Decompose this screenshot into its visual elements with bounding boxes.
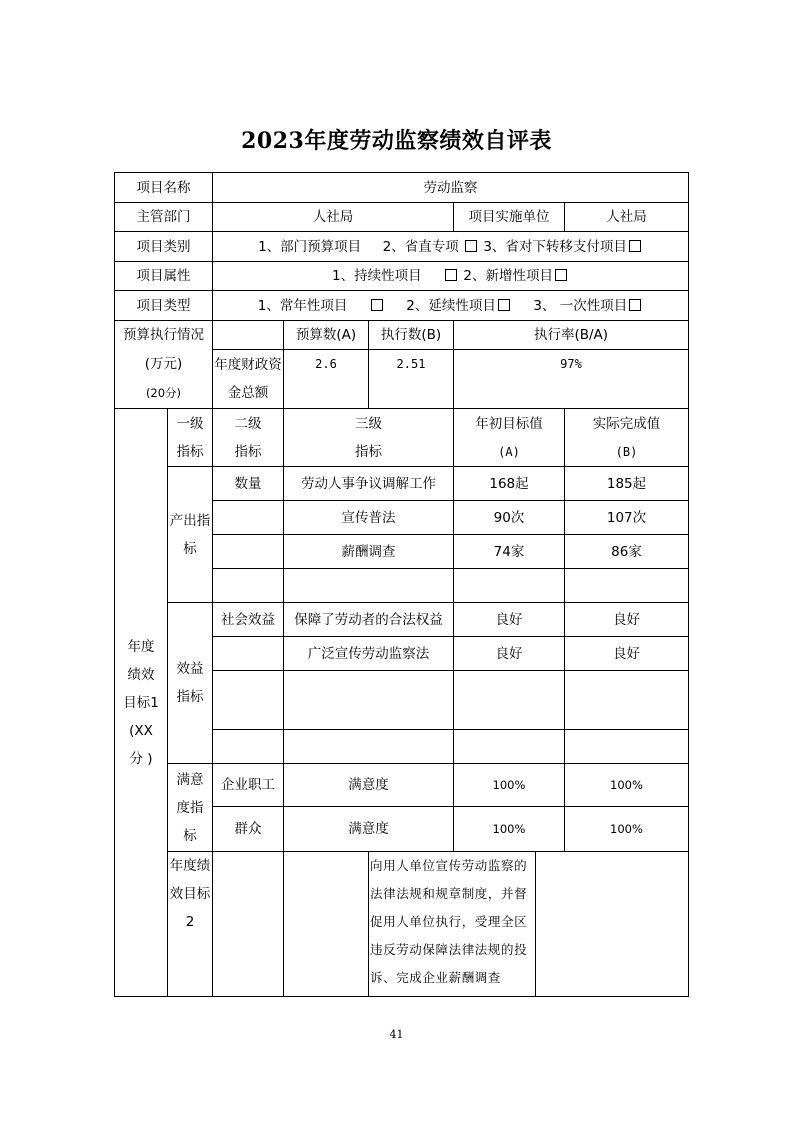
output-label-line: 标 — [183, 540, 197, 557]
checkbox-icon — [629, 299, 641, 311]
category-option-2: 2、省直专项 — [382, 238, 459, 255]
cell-actual: 107次 — [565, 501, 689, 535]
table-row — [115, 467, 689, 501]
budget-label-line: (20分) — [145, 386, 182, 400]
goal2-text-line: 促用人单位执行，受理全区 — [370, 914, 528, 929]
table-row — [115, 764, 689, 807]
row-goal-2 — [115, 852, 689, 997]
goal1-line: 年度 — [127, 638, 155, 655]
blank-cell — [454, 730, 565, 764]
checkbox-icon — [498, 299, 510, 311]
value-attribute — [213, 262, 689, 291]
header-target — [454, 409, 565, 467]
attribute-option-2: 2、新增性项目 — [463, 268, 553, 284]
label-project-name: 项目名称 — [115, 173, 213, 203]
category-option-3: 3、省对下转移支付项目 — [483, 238, 627, 255]
cell-level3: 广泛宣传劳动监察法 — [284, 637, 454, 671]
goal1-line: 绩效 — [127, 666, 155, 683]
cell-level2: 群众 — [213, 807, 284, 852]
blank-cell — [213, 730, 284, 764]
blank-cell — [565, 671, 689, 730]
cell-target: 良好 — [454, 637, 565, 671]
checkbox-icon — [555, 269, 567, 281]
header-level2 — [213, 409, 284, 467]
fiscal-label-line: 年度财政资 — [214, 357, 282, 374]
header-level1 — [168, 409, 213, 467]
cell-level3: 薪酬调查 — [284, 535, 454, 569]
goal2-text-line: 向用人单位宣传劳动监察的 — [370, 858, 528, 873]
row-budget-header — [115, 321, 689, 350]
header-exec-amount: 执行数(B) — [369, 321, 454, 350]
page-number: 41 — [389, 1028, 404, 1041]
label-satisfaction-indicator — [168, 764, 213, 852]
label-fiscal-total — [213, 350, 284, 409]
blank-cell — [284, 569, 454, 603]
type-option-2: 2、延续性项目 — [406, 297, 496, 314]
cell-actual: 100% — [565, 764, 689, 807]
blank-cell — [454, 569, 565, 603]
label-output-indicator — [168, 467, 213, 603]
value-budget: 2.6 — [284, 350, 369, 409]
checkbox-icon — [629, 240, 641, 252]
label-goal-1 — [115, 409, 168, 997]
blank-cell — [454, 671, 565, 730]
goal2-line: 年度绩 — [169, 858, 211, 874]
label-dept: 主管部门 — [115, 203, 213, 232]
blank-cell — [565, 569, 689, 603]
value-type — [213, 291, 689, 321]
value-rate: 97% — [454, 350, 689, 409]
goal2-line: 效目标2 — [169, 886, 211, 930]
performance-evaluation-table — [114, 172, 689, 997]
label-goal-2 — [168, 852, 213, 997]
cell-target: 100% — [454, 807, 565, 852]
cell-actual: 86家 — [565, 535, 689, 569]
benefit-label-line: 效益 — [176, 661, 204, 677]
blank-cell — [213, 671, 284, 730]
goal2-text-line: 法律法规和规章制度，并督 — [370, 886, 528, 901]
output-label-line: 产出指 — [169, 512, 211, 529]
cell-target: 74家 — [454, 535, 565, 569]
label-type: 项目类型 — [115, 291, 213, 321]
row-indicator-header — [115, 409, 689, 467]
label-impl-unit: 项目实施单位 — [454, 203, 565, 232]
header-level2-line: 指标 — [234, 443, 262, 460]
cell-target: 90次 — [454, 501, 565, 535]
blank-cell — [284, 671, 454, 730]
header-level1-line: 一级 — [176, 415, 204, 432]
goal1-line: 分 ) — [129, 750, 153, 767]
cell-actual: 100% — [565, 807, 689, 852]
blank-cell — [213, 852, 284, 997]
row-attribute — [115, 262, 689, 291]
satisfaction-label-line: 度指 — [176, 799, 204, 816]
value-dept: 人社局 — [213, 203, 454, 232]
cell-actual: 良好 — [565, 603, 689, 637]
blank-cell — [536, 852, 689, 997]
cell-level2: 企业职工 — [213, 764, 284, 807]
cell-level2 — [213, 637, 284, 671]
type-option-1: 1、常年性项目 — [257, 297, 348, 314]
cell-actual: 185起 — [565, 467, 689, 501]
cell-level3: 保障了劳动者的合法权益 — [284, 603, 454, 637]
header-target-line: 年初目标值 — [475, 415, 543, 432]
cell-level3: 满意度 — [284, 807, 454, 852]
row-project-name — [115, 173, 689, 203]
value-category — [213, 232, 689, 262]
value-impl-unit: 人社局 — [565, 203, 689, 232]
blank-cell — [213, 569, 284, 603]
blank-cell — [213, 321, 284, 350]
cell-target: 168起 — [454, 467, 565, 501]
fiscal-label-line: 金总额 — [227, 385, 269, 402]
label-budget — [115, 321, 213, 409]
budget-label-line: 预算执行情况 — [123, 327, 204, 343]
checkbox-icon — [465, 240, 477, 252]
header-level1-line: 指标 — [176, 443, 204, 460]
goal1-line: (XX — [129, 722, 153, 739]
category-option-1: 1、部门预算项目 — [258, 238, 362, 255]
attribute-option-1: 1、持续性项目 — [332, 268, 422, 284]
page-title: 2023年度劳动监察绩效自评表 — [241, 128, 552, 154]
row-dept — [115, 203, 689, 232]
cell-actual: 良好 — [565, 637, 689, 671]
header-level2-line: 二级 — [234, 415, 262, 432]
blank-cell — [565, 730, 689, 764]
budget-label-line: (万元) — [144, 356, 183, 372]
cell-target: 良好 — [454, 603, 565, 637]
header-actual-line: (B) — [615, 444, 638, 459]
header-exec-rate: 执行率(B/A) — [454, 321, 689, 350]
header-level3-line: 指标 — [355, 443, 382, 460]
checkbox-icon — [445, 269, 457, 281]
goal1-line: 目标1 — [123, 694, 159, 711]
header-level3 — [284, 409, 454, 467]
satisfaction-label-line: 标 — [183, 827, 197, 844]
benefit-label-line: 指标 — [176, 689, 204, 705]
cell-level2 — [213, 501, 284, 535]
row-type — [115, 291, 689, 321]
header-level3-line: 三级 — [355, 415, 382, 432]
cell-level3: 宣传普法 — [284, 501, 454, 535]
table-row — [115, 603, 689, 637]
goal2-text-line: 违反劳动保障法律法规的投 — [370, 942, 528, 957]
header-budget-amount: 预算数(A) — [284, 321, 369, 350]
cell-level2: 社会效益 — [213, 603, 284, 637]
satisfaction-label-line: 满意 — [176, 771, 204, 788]
header-actual-line: 实际完成值 — [592, 415, 661, 432]
cell-level2 — [213, 535, 284, 569]
label-attribute: 项目属性 — [115, 262, 213, 291]
checkbox-icon — [371, 299, 383, 311]
value-project-name: 劳动监察 — [213, 173, 689, 203]
goal2-description — [369, 852, 536, 997]
cell-level2: 数量 — [213, 467, 284, 501]
row-category — [115, 232, 689, 262]
cell-level3: 劳动人事争议调解工作 — [284, 467, 454, 501]
goal2-text-line: 诉、完成企业薪酬调查 — [370, 970, 502, 985]
header-target-line: (A) — [498, 444, 520, 459]
header-actual — [565, 409, 689, 467]
cell-level3: 满意度 — [284, 764, 454, 807]
label-category: 项目类别 — [115, 232, 213, 262]
blank-cell — [284, 852, 369, 997]
cell-target: 100% — [454, 764, 565, 807]
type-option-3: 3、 一次性项目 — [533, 297, 628, 314]
value-executed: 2.51 — [369, 350, 454, 409]
blank-cell — [284, 730, 454, 764]
label-benefit-indicator — [168, 603, 213, 764]
